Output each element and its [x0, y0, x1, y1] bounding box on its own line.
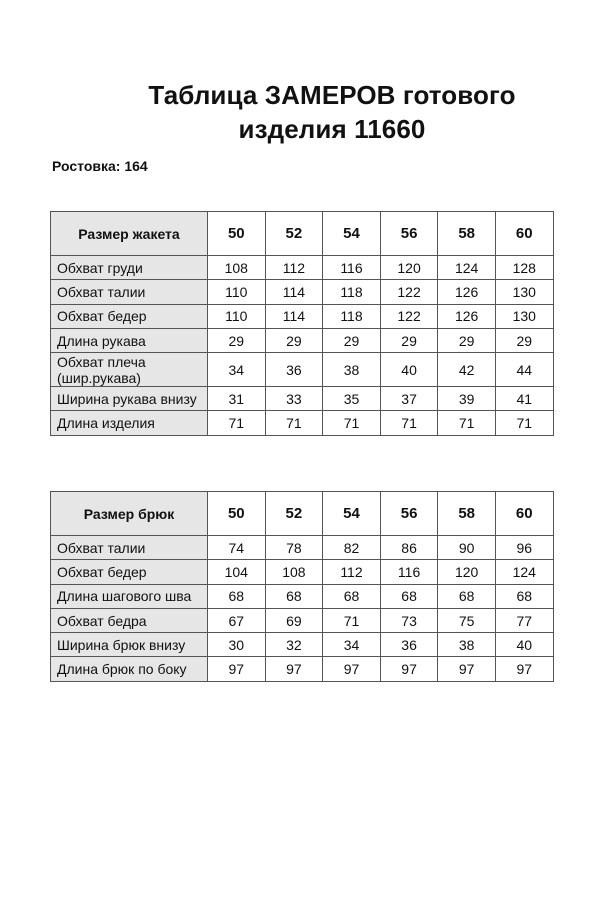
- jacket-cell-value: 37: [380, 387, 438, 411]
- jacket-cell-value: 39: [438, 387, 496, 411]
- pants-cell-value: 32: [265, 633, 323, 657]
- jacket-cell-value: 71: [265, 411, 323, 435]
- jacket-cell-value: 41: [495, 387, 553, 411]
- jacket-table-row: [51, 256, 554, 280]
- pants-cell-value: 75: [438, 608, 496, 632]
- jacket-cell-value: 114: [265, 280, 323, 304]
- jacket-cell-value: 35: [323, 387, 381, 411]
- jacket-size-header: 56: [380, 212, 438, 256]
- jacket-cell-value: 29: [323, 328, 381, 352]
- jacket-cell-value: 38: [323, 353, 381, 387]
- jacket-cell-value: 112: [265, 256, 323, 280]
- pants-cell-value: 77: [495, 608, 553, 632]
- pants-cell-value: 74: [208, 536, 266, 560]
- pants-cell-value: 40: [495, 633, 553, 657]
- pants-cell-value: 67: [208, 608, 266, 632]
- jacket-cell-value: 42: [438, 353, 496, 387]
- jacket-size-table: [50, 211, 554, 436]
- pants-cell-value: 124: [495, 560, 553, 584]
- pants-table-row: [51, 608, 554, 632]
- jacket-table-row: [51, 387, 554, 411]
- pants-size-header: 56: [380, 492, 438, 536]
- pants-cell-value: 97: [438, 657, 496, 681]
- pants-cell-value: 68: [265, 584, 323, 608]
- jacket-cell-value: 122: [380, 304, 438, 328]
- pants-cell-value: 38: [438, 633, 496, 657]
- jacket-cell-value: 118: [323, 304, 381, 328]
- page-title: [0, 78, 600, 146]
- jacket-cell-value: 29: [380, 328, 438, 352]
- pants-table-row: [51, 657, 554, 681]
- pants-cell-value: 97: [495, 657, 553, 681]
- jacket-cell-value: 116: [323, 256, 381, 280]
- jacket-size-header: 50: [208, 212, 266, 256]
- jacket-cell-value: 122: [380, 280, 438, 304]
- pants-size-header: 50: [208, 492, 266, 536]
- pants-table-row: [51, 560, 554, 584]
- jacket-cell-value: 29: [265, 328, 323, 352]
- pants-cell-value: 97: [208, 657, 266, 681]
- pants-cell-value: 68: [208, 584, 266, 608]
- jacket-cell-value: 110: [208, 280, 266, 304]
- pants-cell-value: 69: [265, 608, 323, 632]
- jacket-table-row: [51, 280, 554, 304]
- jacket-header-row: [51, 212, 554, 256]
- pants-cell-value: 90: [438, 536, 496, 560]
- jacket-row-label: Длина изделия: [51, 411, 208, 435]
- jacket-size-header: 52: [265, 212, 323, 256]
- pants-row-label: Ширина брюк внизу: [51, 633, 208, 657]
- jacket-cell-value: 71: [495, 411, 553, 435]
- pants-row-label: Обхват талии: [51, 536, 208, 560]
- pants-cell-value: 120: [438, 560, 496, 584]
- title-line-2: изделия 11660: [238, 114, 426, 144]
- pants-row-label: Обхват бедра: [51, 608, 208, 632]
- jacket-row-label: Обхват талии: [51, 280, 208, 304]
- pants-header-row: [51, 492, 554, 536]
- pants-header-label: Размер брюк: [51, 492, 208, 536]
- jacket-cell-value: 40: [380, 353, 438, 387]
- pants-row-label: Длина шагового шва: [51, 584, 208, 608]
- pants-cell-value: 34: [323, 633, 381, 657]
- pants-size-header: 60: [495, 492, 553, 536]
- jacket-cell-value: 126: [438, 280, 496, 304]
- jacket-cell-value: 29: [495, 328, 553, 352]
- jacket-cell-value: 110: [208, 304, 266, 328]
- jacket-cell-value: 128: [495, 256, 553, 280]
- pants-cell-value: 68: [380, 584, 438, 608]
- jacket-cell-value: 71: [323, 411, 381, 435]
- jacket-header-label: Размер жакета: [51, 212, 208, 256]
- pants-table-body: [51, 492, 554, 682]
- jacket-cell-value: 118: [323, 280, 381, 304]
- pants-cell-value: 30: [208, 633, 266, 657]
- jacket-cell-value: 29: [438, 328, 496, 352]
- pants-cell-value: 82: [323, 536, 381, 560]
- jacket-table-body: [51, 212, 554, 436]
- jacket-table-row: [51, 304, 554, 328]
- pants-row-label: Обхват бедер: [51, 560, 208, 584]
- pants-size-header: 52: [265, 492, 323, 536]
- jacket-size-header: 54: [323, 212, 381, 256]
- pants-row-label: Длина брюк по боку: [51, 657, 208, 681]
- growth-label: Ростовка: 164: [52, 158, 148, 174]
- pants-size-header: 54: [323, 492, 381, 536]
- jacket-cell-value: 29: [208, 328, 266, 352]
- jacket-row-label: Обхват груди: [51, 256, 208, 280]
- jacket-cell-value: 71: [380, 411, 438, 435]
- jacket-cell-value: 33: [265, 387, 323, 411]
- jacket-cell-value: 120: [380, 256, 438, 280]
- jacket-cell-value: 130: [495, 304, 553, 328]
- jacket-size-header: 60: [495, 212, 553, 256]
- jacket-cell-value: 71: [438, 411, 496, 435]
- jacket-cell-value: 71: [208, 411, 266, 435]
- jacket-cell-value: 34: [208, 353, 266, 387]
- jacket-size-header: 58: [438, 212, 496, 256]
- pants-cell-value: 96: [495, 536, 553, 560]
- pants-cell-value: 68: [438, 584, 496, 608]
- jacket-row-label: Длина рукава: [51, 328, 208, 352]
- jacket-row-label: Обхват плеча (шир.рукава): [51, 353, 208, 387]
- pants-table-row: [51, 584, 554, 608]
- pants-cell-value: 97: [265, 657, 323, 681]
- pants-cell-value: 112: [323, 560, 381, 584]
- pants-cell-value: 104: [208, 560, 266, 584]
- pants-cell-value: 86: [380, 536, 438, 560]
- jacket-cell-value: 36: [265, 353, 323, 387]
- jacket-cell-value: 114: [265, 304, 323, 328]
- jacket-cell-value: 44: [495, 353, 553, 387]
- pants-size-header: 58: [438, 492, 496, 536]
- pants-cell-value: 71: [323, 608, 381, 632]
- pants-cell-value: 116: [380, 560, 438, 584]
- jacket-row-label: Обхват бедер: [51, 304, 208, 328]
- pants-cell-value: 36: [380, 633, 438, 657]
- pants-cell-value: 68: [495, 584, 553, 608]
- pants-cell-value: 97: [323, 657, 381, 681]
- jacket-cell-value: 126: [438, 304, 496, 328]
- jacket-table-row: [51, 328, 554, 352]
- title-line-1: Таблица ЗАМЕРОВ готового: [148, 80, 516, 110]
- pants-cell-value: 78: [265, 536, 323, 560]
- jacket-cell-value: 108: [208, 256, 266, 280]
- jacket-table-row: [51, 411, 554, 435]
- pants-cell-value: 73: [380, 608, 438, 632]
- jacket-row-label: Ширина рукава внизу: [51, 387, 208, 411]
- jacket-cell-value: 31: [208, 387, 266, 411]
- pants-size-table: [50, 491, 554, 682]
- pants-cell-value: 97: [380, 657, 438, 681]
- jacket-cell-value: 124: [438, 256, 496, 280]
- pants-table-row: [51, 633, 554, 657]
- pants-cell-value: 68: [323, 584, 381, 608]
- pants-cell-value: 108: [265, 560, 323, 584]
- jacket-cell-value: 130: [495, 280, 553, 304]
- pants-table-row: [51, 536, 554, 560]
- jacket-table-row: [51, 353, 554, 387]
